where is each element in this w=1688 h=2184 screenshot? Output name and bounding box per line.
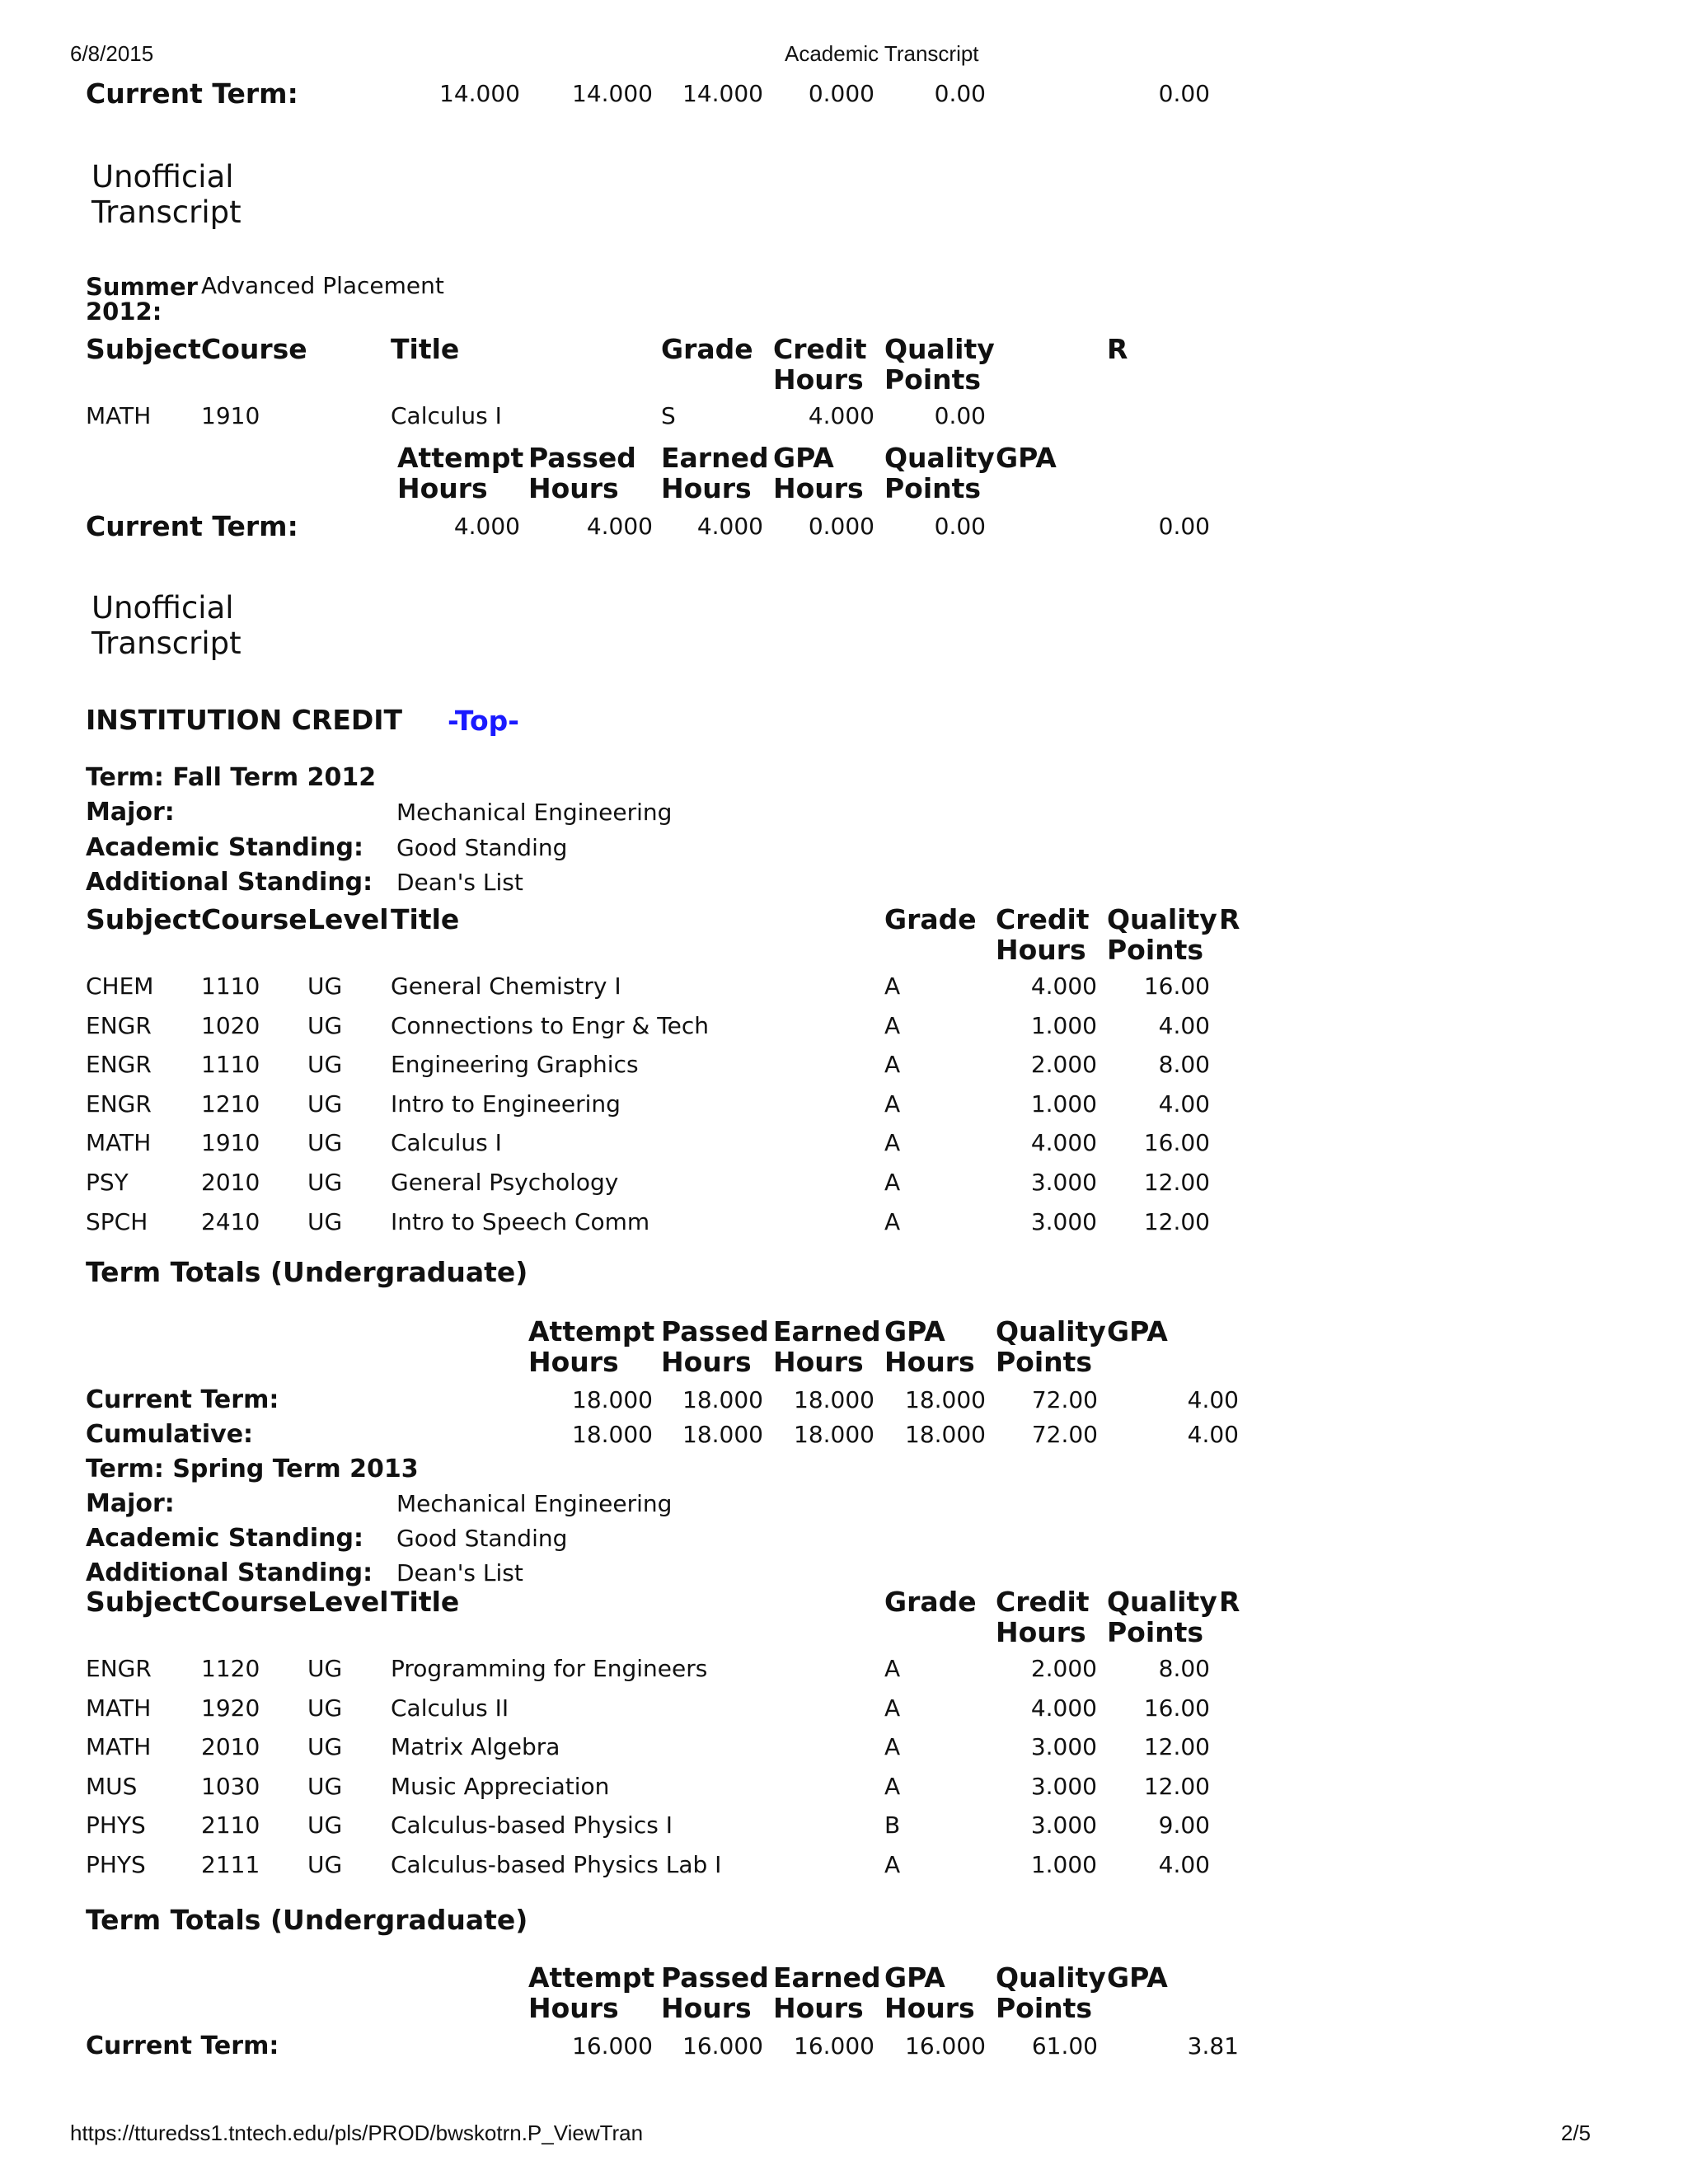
course-quality-points: 9.00 [1158, 1811, 1210, 1840]
course-subject: ENGR [86, 1655, 152, 1682]
top-link[interactable]: -Top- [448, 705, 519, 737]
course-subject: MATH [86, 1733, 152, 1761]
col-course: Course [201, 1586, 307, 1618]
quality-points-value: 0.00 [934, 513, 986, 540]
course-title: Intro to Engineering [391, 1090, 621, 1118]
gpa-value: 0.00 [1158, 513, 1210, 540]
course-grade: A [884, 1207, 901, 1235]
passed-hours-value: 16.000 [682, 2032, 763, 2060]
course-grade: S [661, 402, 676, 429]
course-number: 1110 [201, 972, 260, 1000]
additional-standing-value: Dean's List [396, 1559, 523, 1586]
th-gpa-hours-2: Hours [884, 1992, 975, 2024]
course-number: 1110 [201, 1051, 260, 1079]
course-quality-points: 0.00 [934, 402, 986, 429]
course-title: Calculus-based Physics Lab I [391, 1851, 722, 1878]
course-level: UG [307, 1811, 343, 1840]
course-subject: ENGR [86, 1011, 152, 1039]
unofficial-watermark-line1: Unofficial [91, 590, 234, 626]
course-title: Calculus II [391, 1694, 509, 1722]
course-subject: PSY [86, 1169, 129, 1196]
course-level: UG [307, 1655, 343, 1682]
course-subject: MATH [86, 402, 152, 429]
course-level: UG [307, 1090, 343, 1118]
th-quality-1: Quality [996, 1961, 1106, 1994]
th-attempt-1: Attempt [528, 1315, 655, 1347]
course-grade: A [884, 1772, 901, 1800]
course-credit-hours: 3.000 [1030, 1169, 1097, 1196]
course-number: 2110 [201, 1811, 260, 1840]
attempt-hours-value: 16.000 [572, 2032, 653, 2060]
academic-standing-value: Good Standing [396, 834, 568, 861]
additional-standing-label: Additional Standing: [86, 1558, 373, 1587]
col-level: Level [307, 1586, 389, 1618]
earned-hours-value: 18.000 [794, 1421, 874, 1448]
course-credit-hours: 3.000 [1030, 1733, 1097, 1761]
course-grade: B [884, 1811, 901, 1840]
th-passed-2: Hours [661, 1992, 752, 2024]
th-earned-2: Hours [773, 1346, 864, 1378]
course-grade: A [884, 1733, 901, 1761]
current-term-label: Current Term: [86, 510, 298, 542]
summer-term-label-2: 2012: [86, 298, 162, 326]
course-level: UG [307, 1694, 343, 1722]
course-number: 1910 [201, 1129, 260, 1157]
col-course: Course [201, 903, 307, 935]
course-subject: ENGR [86, 1090, 152, 1118]
course-number: 1920 [201, 1694, 260, 1722]
current-term-label: Current Term: [86, 1385, 279, 1414]
col-credit-hours-2: Hours [996, 934, 1086, 966]
major-label: Major: [86, 798, 175, 827]
course-level: UG [307, 1851, 343, 1878]
course-subject: ENGR [86, 1051, 152, 1079]
course-grade: A [884, 1655, 901, 1682]
th-gpa: GPA [996, 442, 1057, 474]
course-title: Calculus-based Physics I [391, 1811, 673, 1840]
course-credit-hours: 4.000 [1030, 972, 1097, 1000]
page-number: 2/5 [1560, 2121, 1591, 2145]
course-grade: A [884, 1011, 901, 1039]
col-credit-hours-1: Credit [996, 903, 1090, 935]
course-level: UG [307, 1051, 343, 1079]
page-url: https://tturedss1.tntech.edu/pls/PROD/bwskotrn.P_ViewTran [70, 2121, 644, 2145]
course-credit-hours: 4.000 [1030, 1129, 1097, 1157]
additional-standing-label: Additional Standing: [86, 868, 373, 897]
course-quality-points: 12.00 [1143, 1207, 1210, 1235]
quality-points-value: 72.00 [1031, 1386, 1098, 1413]
current-term-label: Current Term: [86, 77, 298, 110]
gpa-value: 4.00 [1187, 1421, 1239, 1448]
course-subject: MATH [86, 1129, 152, 1157]
major-label: Major: [86, 1489, 175, 1518]
attempt-hours-value: 18.000 [572, 1421, 653, 1448]
current-term-label: Current Term: [86, 2032, 279, 2060]
earned-hours-value: 4.000 [696, 513, 763, 540]
course-title: Connections to Engr & Tech [391, 1011, 709, 1039]
th-passed-2: Hours [661, 1346, 752, 1378]
col-subject: Subject [86, 1586, 201, 1618]
th-gpa-hours-1: GPA [884, 1961, 945, 1994]
gpa-hours-value: 18.000 [905, 1421, 986, 1448]
col-grade: Grade [884, 903, 977, 935]
passed-hours-value: 18.000 [682, 1421, 763, 1448]
course-number: 1020 [201, 1011, 260, 1039]
col-quality-points-2: Points [1107, 1616, 1204, 1648]
th-earned-2: Hours [661, 472, 752, 504]
gpa-hours-value: 0.000 [808, 80, 874, 107]
cumulative-label: Cumulative: [86, 1420, 254, 1449]
col-credit-hours-2: Hours [996, 1616, 1086, 1648]
course-quality-points: 16.00 [1143, 1129, 1210, 1157]
gpa-value: 3.81 [1187, 2032, 1239, 2060]
major-value: Mechanical Engineering [396, 799, 673, 826]
th-attempt-2: Hours [528, 1346, 619, 1378]
major-value: Mechanical Engineering [396, 1490, 673, 1517]
passed-hours-value: 4.000 [586, 513, 653, 540]
academic-standing-label: Academic Standing: [86, 833, 363, 862]
course-level: UG [307, 972, 343, 1000]
course-quality-points: 4.00 [1158, 1851, 1210, 1878]
col-quality-points-2: Points [1107, 934, 1204, 966]
course-title: Music Appreciation [391, 1772, 610, 1800]
course-quality-points: 16.00 [1143, 1694, 1210, 1722]
th-quality-1: Quality [884, 442, 995, 474]
course-number: 1210 [201, 1090, 260, 1118]
page-title: Academic Transcript [785, 41, 979, 66]
term-totals-heading: Term Totals (Undergraduate) [86, 1256, 528, 1288]
col-repeat: R [1107, 333, 1128, 365]
th-attempt-1: Attempt [397, 442, 524, 474]
earned-hours-value: 16.000 [794, 2032, 874, 2060]
course-credit-hours: 1.000 [1030, 1011, 1097, 1039]
course-credit-hours: 3.000 [1030, 1811, 1097, 1840]
course-title: Intro to Speech Comm [391, 1207, 650, 1235]
course-title: General Psychology [391, 1169, 619, 1196]
th-passed-1: Passed [661, 1315, 769, 1347]
col-subject: Subject [86, 333, 201, 365]
col-title: Title [391, 333, 460, 365]
course-number: 2111 [201, 1851, 260, 1878]
col-quality-points-1: Quality [1107, 1586, 1217, 1618]
course-level: UG [307, 1011, 343, 1039]
col-title: Title [391, 1586, 460, 1618]
course-quality-points: 12.00 [1143, 1169, 1210, 1196]
passed-hours-value: 18.000 [682, 1386, 763, 1413]
course-quality-points: 12.00 [1143, 1733, 1210, 1761]
course-credit-hours: 1.000 [1030, 1090, 1097, 1118]
term-heading: Term: Spring Term 2013 [86, 1455, 419, 1483]
th-attempt-2: Hours [528, 1992, 619, 2024]
th-gpa-hours-1: GPA [884, 1315, 945, 1347]
course-credit-hours: 4.000 [808, 402, 874, 429]
course-subject: SPCH [86, 1207, 148, 1235]
earned-hours-value: 18.000 [794, 1386, 874, 1413]
course-grade: A [884, 1090, 901, 1118]
th-quality-2: Points [996, 1992, 1093, 2024]
course-credit-hours: 2.000 [1030, 1051, 1097, 1079]
course-number: 1910 [201, 402, 260, 429]
course-level: UG [307, 1772, 343, 1800]
academic-standing-value: Good Standing [396, 1525, 568, 1552]
course-level: UG [307, 1207, 343, 1235]
col-quality-points-1: Quality [884, 333, 995, 365]
term-heading: Term: Fall Term 2012 [86, 763, 377, 792]
gpa-hours-value: 0.000 [808, 513, 874, 540]
course-title: Programming for Engineers [391, 1655, 708, 1682]
th-passed-1: Passed [528, 442, 636, 474]
course-level: UG [307, 1169, 343, 1196]
th-quality-2: Points [996, 1346, 1093, 1378]
course-subject: PHYS [86, 1851, 146, 1878]
course-title: Calculus I [391, 1129, 502, 1157]
th-quality-2: Points [884, 472, 982, 504]
th-earned-1: Earned [773, 1315, 881, 1347]
course-level: UG [307, 1129, 343, 1157]
th-attempt-2: Hours [397, 472, 488, 504]
academic-standing-label: Academic Standing: [86, 1524, 363, 1553]
course-credit-hours: 3.000 [1030, 1207, 1097, 1235]
col-credit-hours-2: Hours [773, 363, 864, 396]
attempt-hours-value: 14.000 [439, 80, 520, 107]
course-grade: A [884, 1694, 901, 1722]
th-gpa: GPA [1107, 1315, 1168, 1347]
th-passed-1: Passed [661, 1961, 769, 1994]
course-quality-points: 8.00 [1158, 1051, 1210, 1079]
course-quality-points: 16.00 [1143, 972, 1210, 1000]
course-credit-hours: 1.000 [1030, 1851, 1097, 1878]
th-quality-1: Quality [996, 1315, 1106, 1347]
attempt-hours-value: 18.000 [572, 1386, 653, 1413]
institution-credit-heading: INSTITUTION CREDIT [86, 704, 403, 736]
course-grade: A [884, 1129, 901, 1157]
course-grade: A [884, 1051, 901, 1079]
course-number: 2410 [201, 1207, 260, 1235]
attempt-hours-value: 4.000 [453, 513, 520, 540]
course-credit-hours: 4.000 [1030, 1694, 1097, 1722]
course-grade: A [884, 972, 901, 1000]
th-earned-2: Hours [773, 1992, 864, 2024]
course-number: 1120 [201, 1655, 260, 1682]
summer-term-label-1: Summer [86, 273, 198, 301]
course-quality-points: 4.00 [1158, 1011, 1210, 1039]
col-grade: Grade [884, 1586, 977, 1618]
th-attempt-1: Attempt [528, 1961, 655, 1994]
gpa-hours-value: 18.000 [905, 1386, 986, 1413]
course-quality-points: 8.00 [1158, 1655, 1210, 1682]
course-subject: CHEM [86, 972, 154, 1000]
course-credit-hours: 3.000 [1030, 1772, 1097, 1800]
col-credit-hours-1: Credit [773, 333, 867, 365]
term-totals-heading: Term Totals (Undergraduate) [86, 1904, 528, 1936]
th-earned-1: Earned [773, 1961, 881, 1994]
passed-hours-value: 14.000 [572, 80, 653, 107]
col-level: Level [307, 903, 389, 935]
course-title: General Chemistry I [391, 972, 621, 1000]
col-repeat: R [1219, 1586, 1240, 1618]
col-repeat: R [1219, 903, 1240, 935]
th-gpa-hours-1: GPA [773, 442, 834, 474]
col-title: Title [391, 903, 460, 935]
course-number: 2010 [201, 1169, 260, 1196]
course-subject: MATH [86, 1694, 152, 1722]
course-quality-points: 4.00 [1158, 1090, 1210, 1118]
quality-points-value: 0.00 [934, 80, 986, 107]
unofficial-watermark-line1: Unofficial [91, 159, 234, 194]
col-grade: Grade [661, 333, 753, 365]
col-credit-hours-1: Credit [996, 1586, 1090, 1618]
course-subject: PHYS [86, 1811, 146, 1840]
course-credit-hours: 2.000 [1030, 1655, 1097, 1682]
course-grade: A [884, 1169, 901, 1196]
course-number: 1030 [201, 1772, 260, 1800]
th-gpa-hours-2: Hours [884, 1346, 975, 1378]
gpa-value: 4.00 [1187, 1386, 1239, 1413]
additional-standing-value: Dean's List [396, 869, 523, 896]
earned-hours-value: 14.000 [682, 80, 763, 107]
course-level: UG [307, 1733, 343, 1761]
unofficial-watermark-line2: Transcript [91, 194, 241, 230]
th-gpa: GPA [1107, 1961, 1168, 1994]
th-passed-2: Hours [528, 472, 619, 504]
course-quality-points: 12.00 [1143, 1772, 1210, 1800]
summer-term-description: Advanced Placement [201, 272, 444, 299]
course-subject: MUS [86, 1772, 138, 1800]
course-title: Matrix Algebra [391, 1733, 560, 1761]
course-number: 2010 [201, 1733, 260, 1761]
course-grade: A [884, 1851, 901, 1878]
gpa-value: 0.00 [1158, 80, 1210, 107]
print-date: 6/8/2015 [70, 41, 154, 66]
course-title: Engineering Graphics [391, 1051, 639, 1079]
th-gpa-hours-2: Hours [773, 472, 864, 504]
gpa-hours-value: 16.000 [905, 2032, 986, 2060]
quality-points-value: 72.00 [1031, 1421, 1098, 1448]
col-subject: Subject [86, 903, 201, 935]
unofficial-watermark-line2: Transcript [91, 626, 241, 661]
col-quality-points-1: Quality [1107, 903, 1217, 935]
course-title: Calculus I [391, 402, 502, 429]
quality-points-value: 61.00 [1031, 2032, 1098, 2060]
col-course: Course [201, 333, 307, 365]
col-quality-points-2: Points [884, 363, 982, 396]
th-earned-1: Earned [661, 442, 769, 474]
